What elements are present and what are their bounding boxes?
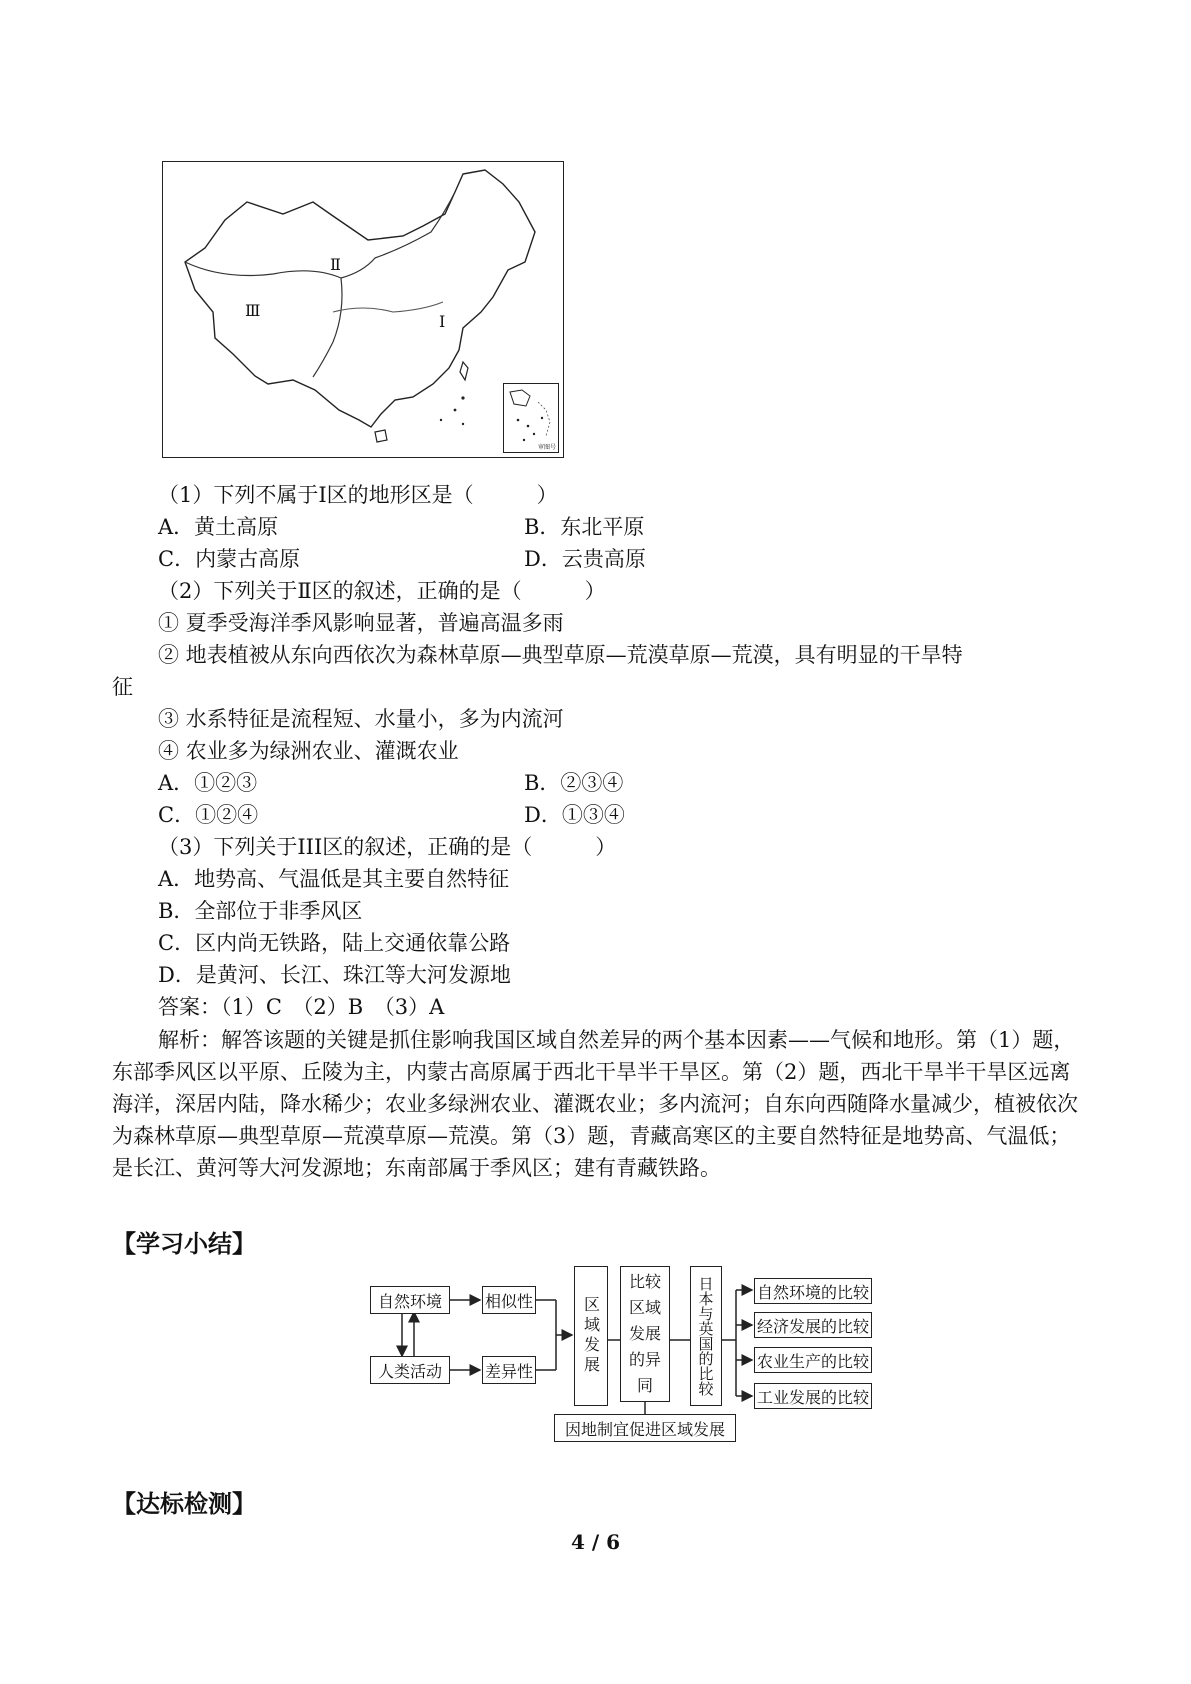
q2-statement-4: ④ 农业多为绿洲农业、灌溉农业 bbox=[158, 739, 459, 763]
answer-line: 答案：（1）C （2）B （3）A bbox=[158, 995, 445, 1019]
q3-option-a: A．地势高、气温低是其主要自然特征 bbox=[158, 867, 510, 891]
q2-option-c: C．①②④ bbox=[158, 803, 259, 827]
human-activity-box: 人类活动 bbox=[370, 1356, 450, 1384]
regional-development-box: 区域发展 bbox=[574, 1266, 608, 1406]
south-china-sea-inset bbox=[503, 383, 559, 453]
difference-box: 差异性 bbox=[482, 1356, 536, 1384]
compare-box-label: 比较区域发展的异同 bbox=[628, 1272, 661, 1395]
q3-option-d: D．是黄河、长江、珠江等大河发源地 bbox=[158, 963, 511, 987]
region-label-2: Ⅱ bbox=[330, 255, 341, 274]
q1-option-a: A．黄土高原 bbox=[158, 515, 279, 539]
q2-option-d: D．①③④ bbox=[524, 803, 625, 827]
test-section-title: 【达标检测】 bbox=[112, 1490, 256, 1518]
page-number: 4 / 6 bbox=[570, 1530, 621, 1554]
region-label-1: Ⅰ bbox=[439, 312, 446, 331]
similarity-box: 相似性 bbox=[482, 1286, 536, 1314]
japan-uk-box: 日本与英国的比较 bbox=[690, 1266, 722, 1406]
compare-item-economy: 经济发展的比较 bbox=[754, 1312, 872, 1338]
q1-option-d: D．云贵高原 bbox=[524, 547, 646, 571]
summary-diagram bbox=[368, 1262, 888, 1462]
q2-stem: （2）下列关于Ⅱ区的叙述，正确的是（ ） bbox=[158, 579, 606, 603]
q3-option-c: C．区内尚无铁路，陆上交通依靠公路 bbox=[158, 931, 511, 955]
nature-box: 自然环境 bbox=[370, 1286, 450, 1314]
q1-stem: （1）下列不属于Ⅰ区的地形区是（ ） bbox=[158, 483, 558, 507]
q2-option-a: A．①②③ bbox=[158, 771, 258, 795]
q1-option-b: B．东北平原 bbox=[524, 515, 645, 539]
q2-statement-1: ① 夏季受海洋季风影响显著，普遍高温多雨 bbox=[158, 611, 564, 635]
china-region-map bbox=[162, 161, 564, 458]
compare-item-industry: 工业发展的比较 bbox=[754, 1383, 872, 1409]
compare-item-agriculture: 农业生产的比较 bbox=[754, 1347, 872, 1373]
q1-option-c: C．内蒙古高原 bbox=[158, 547, 301, 571]
q2-option-b: B．②③④ bbox=[524, 771, 624, 795]
q2-statement-2: ② 地表植被从东向西依次为森林草原—典型草原—荒漠草原—荒漠，具有明显的干旱特 bbox=[158, 643, 963, 667]
q2-statement-2-cont: 征 bbox=[112, 675, 133, 699]
region-label-3: Ⅲ bbox=[245, 301, 261, 320]
q3-stem: （3）下列关于III区的叙述，正确的是（ ） bbox=[158, 835, 617, 859]
analysis-paragraph: 解析：解答该题的关键是抓住影响我国区域自然差异的两个基本因素——气候和地形。第（1）题，东部季风区以平原、丘陵为主，内蒙古高原属于西北干旱半干旱区。第（2）题，西北干旱半干旱区远离海洋，深居内陆，降水稀少；农业多绿洲农业、灌溉农业；多内流河；自东向西随降水量减少，植被依次为森林草原—典型草原—荒漠草原—荒漠。第（3）题，青藏高寒区的主要自然特征是地势高、气温低；是长江、黄河等大河发源地；东南部属于季风区；建有青藏铁路。 bbox=[112, 1028, 1078, 1180]
q3-option-b: B．全部位于非季风区 bbox=[158, 899, 363, 923]
bottom-conclusion-box: 因地制宜促进区域发展 bbox=[554, 1414, 736, 1442]
q2-statement-3: ③ 水系特征是流程短、水量小，多为内流河 bbox=[158, 707, 564, 731]
compare-item-nature: 自然环境的比较 bbox=[754, 1278, 872, 1304]
compare-box bbox=[620, 1266, 670, 1402]
summary-section-title: 【学习小结】 bbox=[112, 1230, 256, 1258]
inset-caption: 审图号 bbox=[537, 444, 556, 451]
